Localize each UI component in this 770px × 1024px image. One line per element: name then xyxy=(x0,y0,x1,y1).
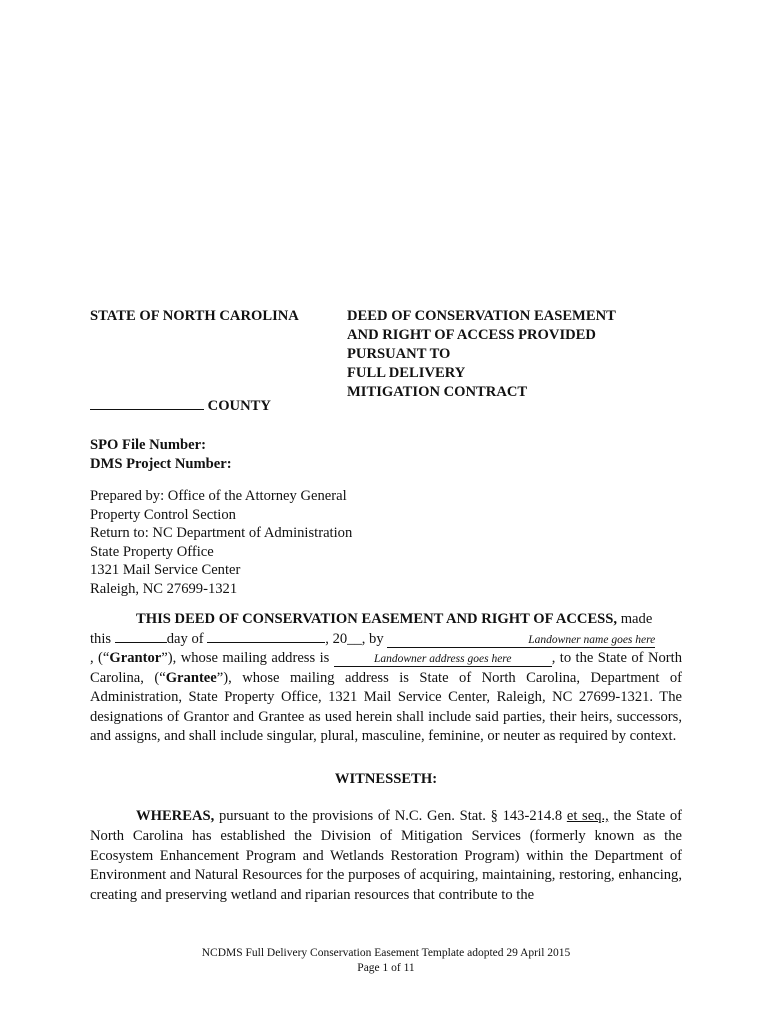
deed-title-line: AND RIGHT OF ACCESS PROVIDED xyxy=(347,327,596,343)
county-blank xyxy=(90,397,204,410)
state-heading: STATE OF NORTH CAROLINA xyxy=(90,308,299,324)
landowner-name-field: Landowner name goes here xyxy=(387,634,655,648)
prepared-line: Return to: NC Department of Administration xyxy=(90,525,353,541)
prepared-line: 1321 Mail Service Center xyxy=(90,562,241,578)
prepared-line: Raleigh, NC 27699-1321 xyxy=(90,580,238,597)
prepared-by-block xyxy=(90,487,352,598)
whereas-paragraph: WHEREAS, pursuant to the provisions of N.C. Gen. Stat. § 143-214.8 et seq., the State of North Carolina has established the Division of Mitigation Services (formerly known as the Ecosystem Enhancement Program and Wetlands Restoration Program) within the Department of Environment and Natural Resources for the purposes of acquiring, maintaining, restoring, enhancing, creating and preserving wetland and riparian resources that contribute to the xyxy=(90,808,682,904)
dms-project-number: DMS Project Number: xyxy=(90,456,232,472)
et-seq: et seq., xyxy=(566,808,609,824)
prepared-line: Prepared by: Office of the Attorney General xyxy=(90,488,347,504)
deed-title-line: FULL DELIVERY xyxy=(347,365,466,381)
footer-template-line: NCDMS Full Delivery Conservation Easement Template adopted 29 April 2015 xyxy=(201,947,571,959)
county-line xyxy=(90,397,271,415)
intro-lead: THIS DEED OF CONSERVATION EASEMENT AND RIGHT OF ACCESS, xyxy=(136,611,618,627)
month-blank xyxy=(207,630,325,643)
day-blank xyxy=(115,630,167,643)
county-label: COUNTY xyxy=(207,398,271,414)
page-footer xyxy=(90,946,682,976)
deed-title xyxy=(347,307,616,402)
grantor-term: Grantor xyxy=(109,650,162,666)
witnesseth-heading: WITNESSETH: xyxy=(334,771,438,787)
whereas-lead: WHEREAS, xyxy=(136,808,215,824)
deed-title-line: DEED OF CONSERVATION EASEMENT xyxy=(347,308,616,324)
intro-paragraph: THIS DEED OF CONSERVATION EASEMENT AND RIGHT OF ACCESS, made this day of , 20__, by Landowner name goes here , (“Grantor”), whose mailing address is Landowner address goes here , to the State of North Carolina, (“Grantee”), whose mailing address is State of North Carolina, Department of Administration, State Property Office, 1321 Mail Service Center, Raleigh, NC 27699-1321. The designations of Grantor and Grantee as used herein shall include said parties, their heirs, successors, and assigns, and shall include singular, plural, masculine, feminine, or neuter as required by context. xyxy=(90,611,682,744)
spo-file-number: SPO File Number: xyxy=(90,437,206,453)
prepared-line: State Property Office xyxy=(90,543,214,560)
file-info xyxy=(90,436,232,474)
prepared-line: Property Control Section xyxy=(90,506,236,523)
grantee-term: Grantee xyxy=(165,669,217,686)
deed-title-line: PURSUANT TO xyxy=(347,346,451,362)
page-number: Page 1 of 11 xyxy=(357,962,415,974)
landowner-address-field: Landowner address goes here xyxy=(334,653,552,667)
deed-title-line: MITIGATION CONTRACT xyxy=(347,384,528,400)
